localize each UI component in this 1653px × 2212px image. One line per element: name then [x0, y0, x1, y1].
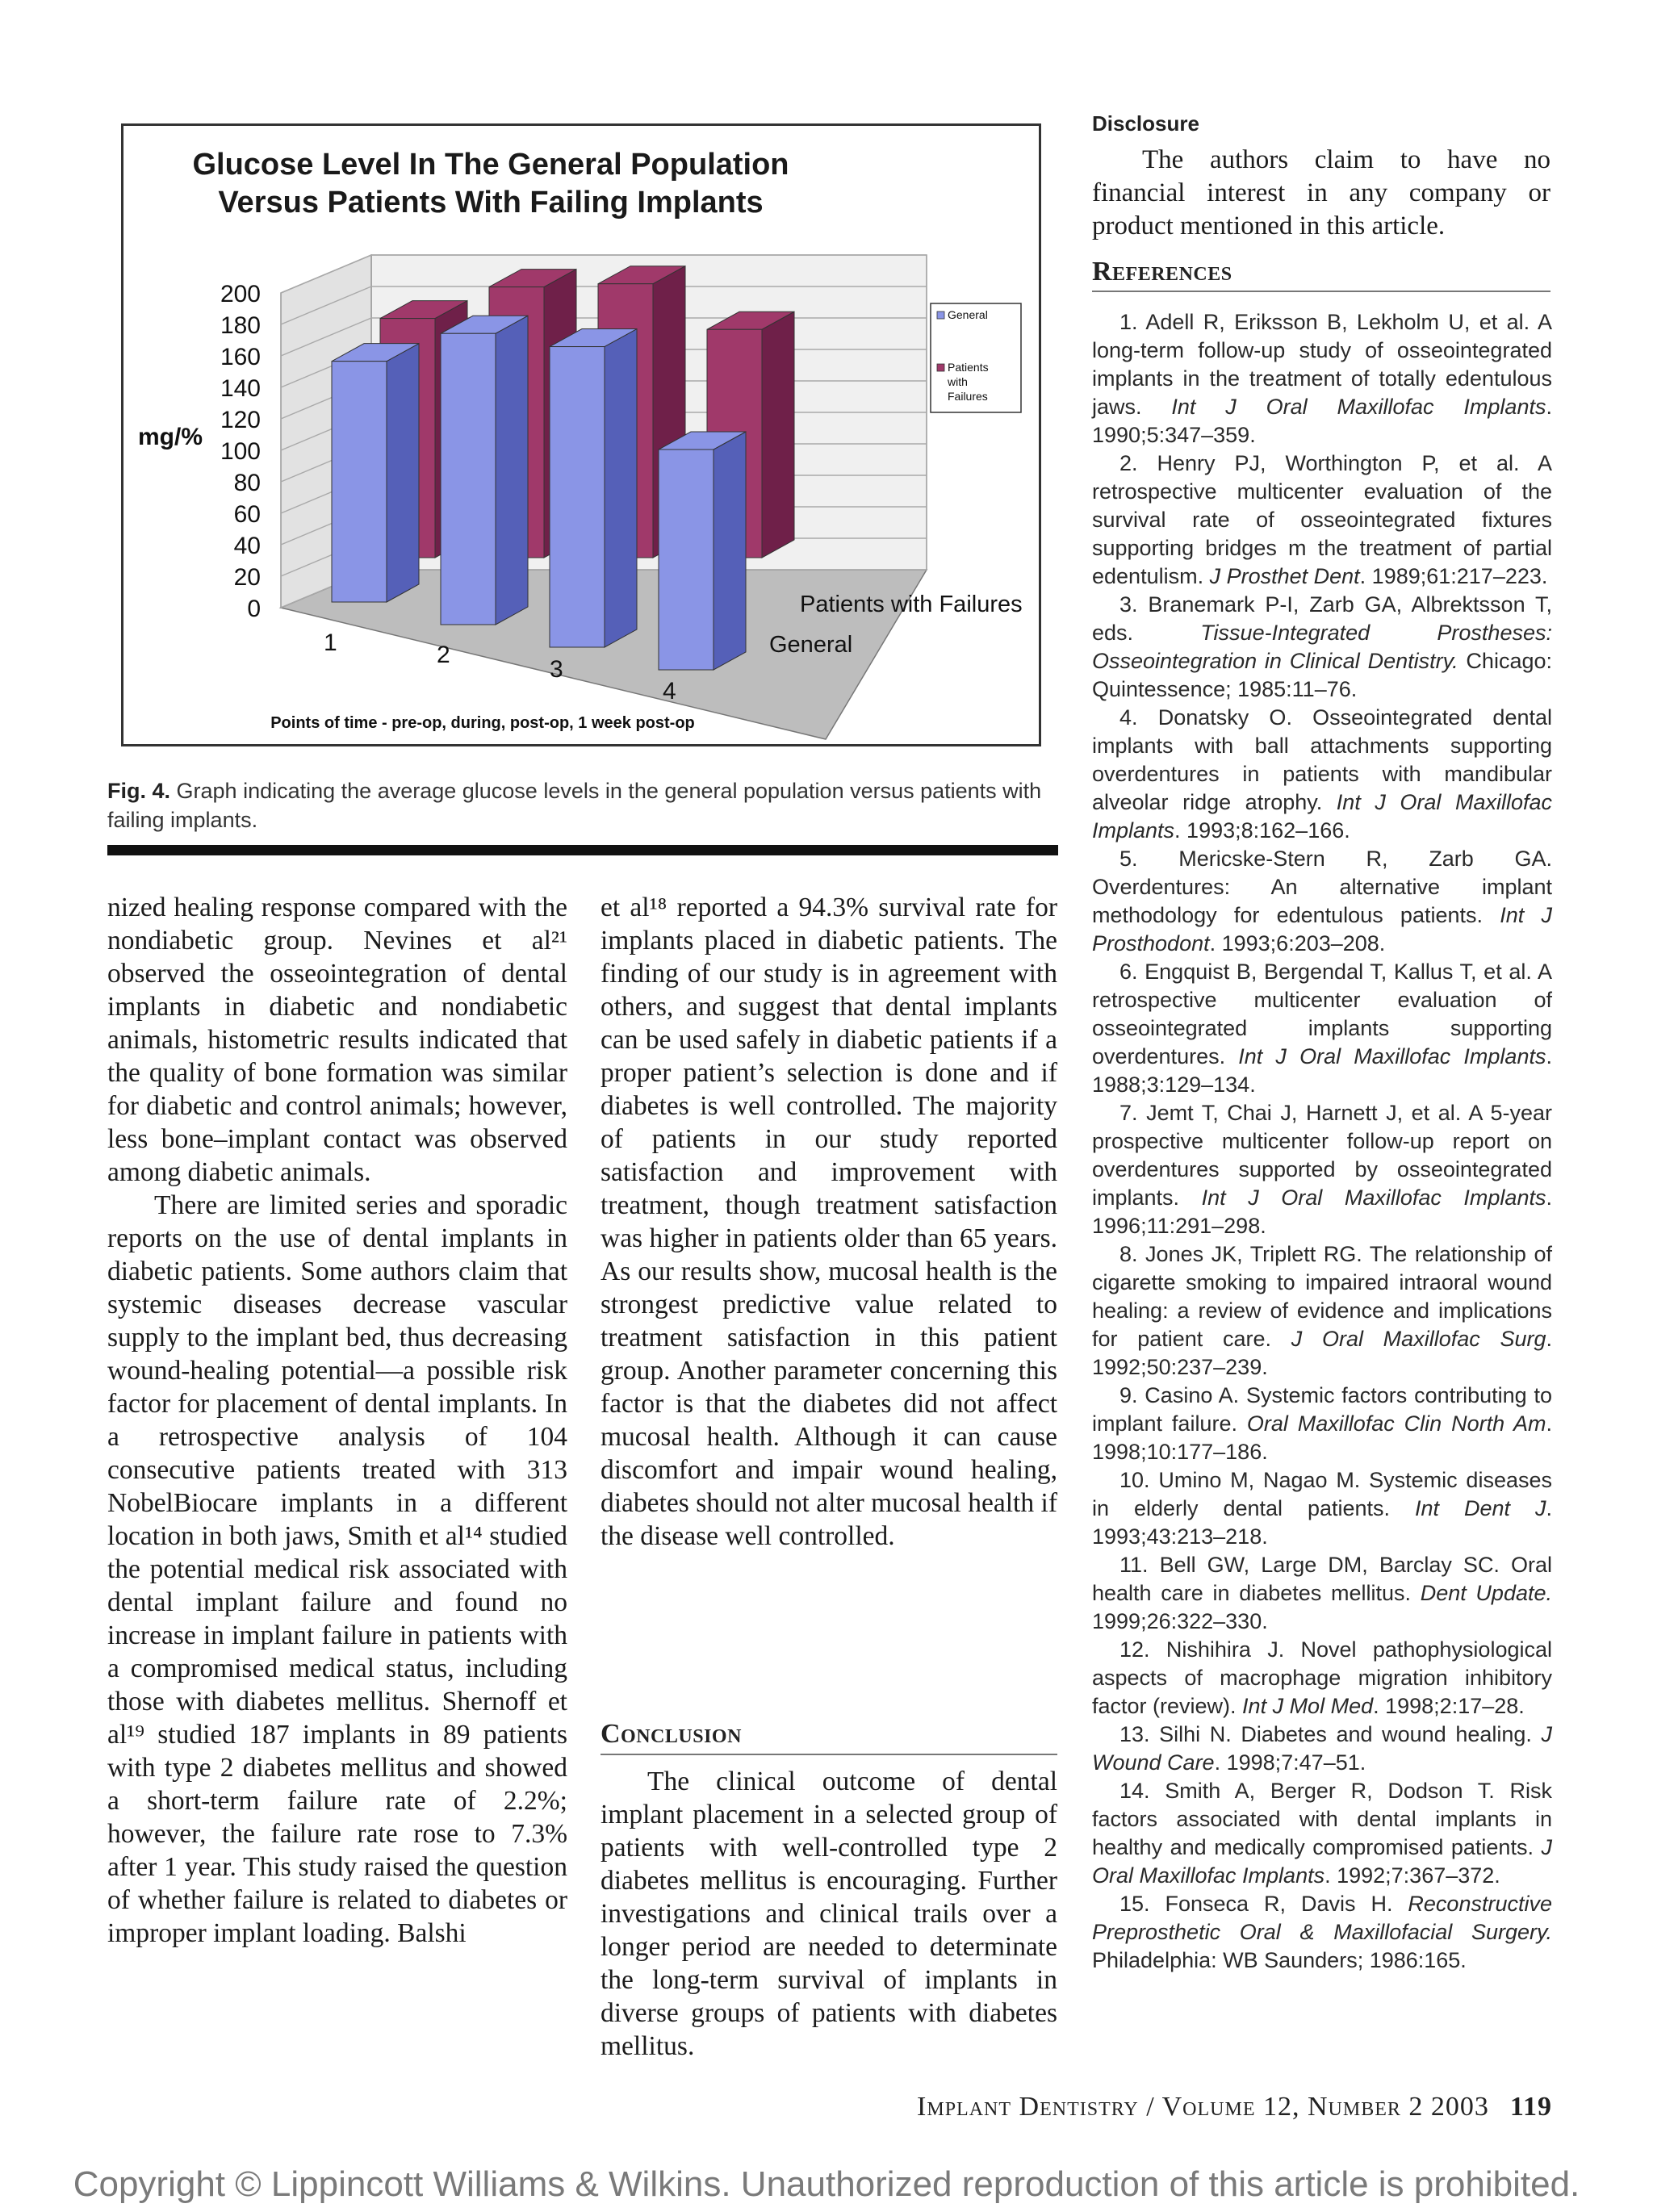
- reference-journal: J Oral Maxillofac Implants: [1092, 1835, 1552, 1888]
- chart-title-line: Versus Patients With Failing Implants: [218, 186, 764, 220]
- depth-label-general: General: [769, 632, 853, 658]
- x-category-label: 2: [437, 642, 450, 668]
- page-number: 119: [1509, 2092, 1552, 2122]
- reference-journal: Reconstructive Preprosthetic Oral & Maxillofacial Surgery.: [1092, 1892, 1552, 1944]
- paragraph: nized healing response compared with the nondiabetic group. Nevines et al²¹ observed the osseointegration of dental implants in diabetic and nondiabetic animals, histometric results indicated that the quality of bone formation was similar for diabetic and control animals; however, less bone–implant contact was observed among diabetic animals.: [107, 893, 567, 1187]
- y-tick-label: 160: [220, 344, 261, 370]
- journal-line: Implant Dentistry / Volume 12, Number 2 2003: [917, 2092, 1489, 2122]
- reference-item: 4. Donatsky O. Osseointegrated dental implants with ball attachments supporting overdentures in patients with mandibular alveolar ridge atrophy. Int J Oral Maxillofac Implants. 1993;8:162–166.: [1092, 705, 1552, 843]
- reference-item: 10. Umino M, Nagao M. Systemic diseases in elderly dental patients. Int Dent J. 1993;43:213–218.: [1092, 1468, 1552, 1549]
- x-category-label: 1: [324, 629, 337, 656]
- y-tick-label: 60: [233, 501, 261, 528]
- figure-divider: [107, 845, 1058, 855]
- reference-item: 3. Branemark P-I, Zarb GA, Albrektsson T, eds. Tissue-Integrated Prostheses: Osseointegration in Clinical Dentistry. Chicago: Quintessence; 1985:11–76.: [1092, 592, 1552, 701]
- bar-general-side: [605, 329, 637, 647]
- y-tick-label: 40: [233, 533, 261, 559]
- chart-legend: [931, 303, 1021, 412]
- legend-swatch-general: [937, 312, 944, 319]
- reference-item: 13. Silhi N. Diabetes and wound healing. J Wound Care. 1998;7:47–51.: [1092, 1722, 1552, 1775]
- bar-general-side: [714, 432, 746, 670]
- y-tick-label: 180: [220, 312, 261, 339]
- reference-journal: Int J Oral Maxillofac Implants: [1201, 1185, 1546, 1210]
- conclusion-section: [601, 1717, 1057, 2063]
- reference-journal: Int J Oral Maxillofac Implants: [1092, 790, 1552, 843]
- references-heading: References: [1092, 257, 1550, 292]
- y-tick-label: 200: [220, 281, 261, 307]
- y-tick-label: 100: [220, 438, 261, 465]
- disclosure-paragraph: The authors claim to have no financial interest in any company or product mentioned in this article.: [1092, 145, 1550, 240]
- reference-item: 2. Henry PJ, Worthington P, et al. A retrospective multicenter evaluation of the survival rate of osseointegrated fixtures supporting bridges m the treatment of partial edentulism. J Prosthet Dent. 1989;61:217–223.: [1092, 451, 1552, 588]
- y-tick-label: 0: [247, 596, 261, 622]
- bar-general-side: [496, 316, 528, 625]
- reference-item: 11. Bell GW, Large DM, Barclay SC. Oral health care in diabetes mellitus. Dent Update. 1999;26:322–330.: [1092, 1553, 1552, 1633]
- reference-item: 15. Fonseca R, Davis H. Reconstructive Preprosthetic Oral & Maxillofacial Surgery. Philadelphia: WB Saunders; 1986:165.: [1092, 1892, 1552, 1972]
- bar-general: [332, 362, 387, 602]
- glucose-chart: [123, 126, 1039, 744]
- y-axis-label: mg/%: [138, 424, 203, 450]
- y-tick-label: 140: [220, 375, 261, 402]
- x-category-label: 3: [550, 656, 563, 683]
- body-column-middle: [601, 891, 1057, 1553]
- reference-journal: Tissue-Integrated Prostheses: Osseointegration in Clinical Dentistry.: [1092, 621, 1552, 673]
- conclusion-heading: Conclusion: [601, 1717, 1057, 1755]
- disclosure-heading: Disclosure: [1092, 111, 1199, 136]
- caption-label: Fig. 4.: [107, 779, 171, 803]
- reference-item: 8. Jones JK, Triplett RG. The relationship of cigarette smoking to impaired intraoral wound healing: a review of evidence and implications for patient care. J Oral Maxillofac Surg. 1992;50:237–239.: [1092, 1242, 1552, 1379]
- reference-journal: Int J Mol Med: [1242, 1694, 1374, 1718]
- reference-item: 1. Adell R, Eriksson B, Lekholm U, et al. A long-term follow-up study of osseointegrated implants in the treatment of totally edentulous jaws. Int J Oral Maxillofac Implants. 1990;5:347–359.: [1092, 310, 1552, 447]
- chart-title-line: Glucose Level In The General Population: [192, 148, 789, 182]
- disclosure-text: [1092, 144, 1550, 243]
- x-axis-label: Points of time - pre-op, during, post-op, 1 week post-op: [270, 714, 695, 732]
- bar-general: [550, 347, 605, 647]
- reference-journal: Int Dent J: [1415, 1496, 1546, 1520]
- paragraph: There are limited series and sporadic reports on the use of dental implants in diabetic patients. Some authors claim that systemic diseases decrease vascular supply to the implant bed, thus decreasing wound-healing potential—a possible risk factor for placement of dental implants. In a retrospective analysis of 104 consecutive patients treated with 313 NobelBiocare implants in a different location in both jaws, Smith et al¹⁴ studied the potential medical risk associated with dental implant failure and found no increase in implant failure in patients with a compromised medical status, including those with diabetes mellitus. Shernoff et al¹⁹ studied 187 implants in 89 patients with type 2 diabetes mellitus and showed a short-term failure rate of 2.2%; however, the failure rate rose to 7.3% after 1 year. This study raised the question of whether failure is related to diabetes or improper implant loading. Balshi: [107, 1190, 567, 1948]
- conclusion-text: The clinical outcome of dental implant placement in a selected group of patients with well-controlled type 2 diabetes mellitus is encouraging. Further investigations and clinical trails over a longer period are needed to determinate the long-term survival of implants in diverse groups of patients with diabetes mellitus.: [601, 1767, 1057, 2061]
- bar-general-side: [387, 344, 419, 602]
- references-list: [1092, 308, 1552, 1975]
- journal-footer: [777, 2092, 1552, 2122]
- reference-item: 7. Jemt T, Chai J, Harnett J, et al. A 5-year prospective multicenter follow-up report on overdentures supported by osseointegrated implants. Int J Oral Maxillofac Implants. 1996;11:291–298.: [1092, 1101, 1552, 1238]
- depth-label-failures: Patients with Failures: [800, 592, 1023, 617]
- y-tick-label: 20: [233, 564, 261, 591]
- reference-journal: Int J Oral Maxillofac Implants: [1238, 1044, 1546, 1068]
- reference-item: 12. Nishihira J. Novel pathophysiological aspects of macrophage migration inhibitory factor (review). Int J Mol Med. 1998;2:17–28.: [1092, 1637, 1552, 1718]
- y-tick-label: 120: [220, 407, 261, 433]
- reference-journal: Oral Maxillofac Clin North Am: [1246, 1411, 1546, 1436]
- legend-label: Patients with Failures: [948, 361, 989, 403]
- reference-journal: J Wound Care: [1092, 1722, 1552, 1775]
- reference-item: 6. Engquist B, Bergendal T, Kallus T, et al. A retrospective multicenter evaluation of osseointegrated implants supporting overdentures. Int J Oral Maxillofac Implants. 1988;3:129–134.: [1092, 960, 1552, 1097]
- legend-label: General: [948, 308, 988, 321]
- reference-journal: J Prosthet Dent: [1209, 564, 1360, 588]
- paragraph: et al¹⁸ reported a 94.3% survival rate for implants placed in diabetic patients. The finding of our study is in agreement with others, and suggest that dental implants can be used safely in diabetic patients if a proper patient’s selection is done and if diabetes is well controlled. The majority of patients in our study reported satisfaction and improvement with treatment, though treatment satisfaction was higher in patients older than 65 years. As our results show, mucosal health is the strongest predictive value related to treatment satisfaction in this patient group. Another parameter concerning this factor is that the diabetes did not affect mucosal health. Although it can cause discomfort and impair wound healing, diabetes should not alter mucosal health if the disease well controlled.: [601, 893, 1057, 1551]
- reference-item: 14. Smith A, Berger R, Dodson T. Risk factors associated with dental implants in healthy and medically compromised patients. J Oral Maxillofac Implants. 1992;7:367–372.: [1092, 1779, 1552, 1888]
- bar-general: [441, 333, 496, 625]
- bar-failures-side: [762, 312, 794, 558]
- bar-general: [659, 450, 714, 670]
- reference-item: 9. Casino A. Systemic factors contributing to implant failure. Oral Maxillofac Clin North Am. 1998;10:177–186.: [1092, 1383, 1552, 1464]
- figure-caption: [107, 776, 1060, 834]
- x-category-label: 4: [663, 678, 676, 705]
- reference-journal: Dent Update.: [1420, 1581, 1552, 1605]
- y-tick-label: 80: [233, 470, 261, 496]
- reference-item: 5. Mericske-Stern R, Zarb GA. Overdentures: An alternative implant methodology for edentulous patients. Int J Prosthodont. 1993;6:203–208.: [1092, 847, 1552, 955]
- legend-swatch-failures: [937, 364, 944, 371]
- caption-text: Graph indicating the average glucose levels in the general population versus patients with failing implants.: [107, 779, 1042, 832]
- copyright-notice: Copyright © Lippincott Williams & Wilkins. Unauthorized reproduction of this article is prohibited.: [73, 2164, 1580, 2204]
- reference-journal: J Oral Maxillofac Surg: [1291, 1327, 1546, 1351]
- reference-journal: Int J Oral Maxillofac Implants: [1171, 395, 1546, 419]
- reference-journal: Int J Prosthodont: [1092, 903, 1552, 955]
- body-column-left: [107, 891, 567, 1950]
- figure-chart: [121, 123, 1041, 746]
